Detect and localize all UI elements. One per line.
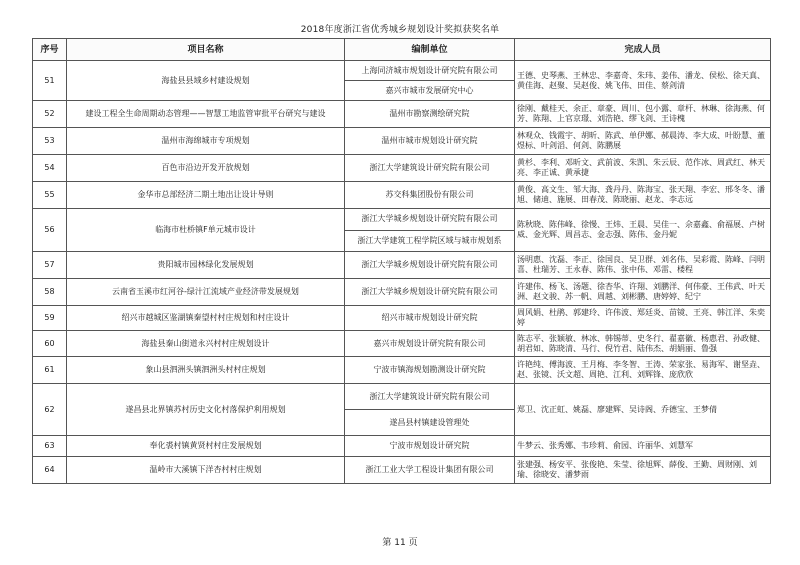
cell-unit: 温州市城市规划设计研究院 (345, 128, 515, 155)
cell-unit: 嘉兴市城市发展研究中心 (345, 81, 515, 101)
cell-no: 51 (33, 61, 67, 101)
table-row (33, 279, 771, 306)
cell-people: 牛梦云、张秀娜、韦珍莉、俞园、许丽华、刘慧军 (515, 436, 771, 457)
header-people: 完成人员 (515, 39, 771, 61)
table-row (33, 306, 771, 331)
cell-no: 63 (33, 436, 67, 457)
cell-no: 57 (33, 252, 67, 279)
cell-no: 55 (33, 182, 67, 209)
cell-unit: 宁波市镇海规划勘测设计研究院 (345, 357, 515, 384)
cell-project-name: 遂昌县北界镇苏村历史文化村落保护利用规划 (67, 384, 345, 436)
header-no: 序号 (33, 39, 67, 61)
cell-people: 林观众、钱霞宇、胡昕、陈武、单伊娜、郝晨涛、李大成、叶盼慧、董煜标、叶剑滔、何剑、陈鹏展 (515, 128, 771, 155)
table-row (33, 357, 771, 384)
table-row (33, 155, 771, 182)
table-row (33, 331, 771, 357)
cell-unit: 嘉兴市规划设计研究院有限公司 (345, 331, 515, 357)
table-row (33, 252, 771, 279)
cell-project-name: 象山县泗洲头镇泗洲头村村庄规划 (67, 357, 345, 384)
cell-project-name: 建设工程全生命周期动态管理——智慧工地监管审批平台研究与建设 (67, 101, 345, 128)
table-row (33, 101, 771, 128)
cell-unit: 浙江大学建筑工程学院区域与城市规划系 (345, 230, 515, 252)
table-header-row (33, 39, 771, 61)
cell-people: 陈志平、张颖敏、林冰、韩锡蒂、史冬行、翟嘉徽、杨惠君、孙政健、胡君如、陈晓清、马行、倪竹君、陆伟杰、胡娟丽、鲁强 (515, 331, 771, 357)
table-row (33, 436, 771, 457)
cell-people: 郑卫、沈正虹、姚磊、廖建辉、吴诗阁、乔德宝、王梦倩 (515, 384, 771, 436)
cell-project-name: 温州市海绵城市专项规划 (67, 128, 345, 155)
cell-no: 60 (33, 331, 67, 357)
cell-unit: 宁波市规划设计研究院 (345, 436, 515, 457)
cell-unit: 浙江大学城乡规划设计研究院有限公司 (345, 209, 515, 231)
cell-no: 54 (33, 155, 67, 182)
cell-unit: 浙江大学建筑设计研究院有限公司 (345, 384, 515, 410)
cell-project-name: 海盐县县域乡村建设规划 (67, 61, 345, 101)
header-unit: 编制单位 (345, 39, 515, 61)
table-row (33, 384, 771, 410)
table-row (33, 61, 771, 81)
cell-no: 59 (33, 306, 67, 331)
cell-unit: 浙江大学建筑设计研究院有限公司 (345, 155, 515, 182)
cell-people: 汤明惠、沈磊、李正、徐国良、吴卫群、刘名伟、吴彩霞、陈峰、闫明喜、杜瑞芳、王永春、陈伟、张中伟、邓雷、楼程 (515, 252, 771, 279)
cell-people: 张建强、杨安平、张俊艳、朱莹、徐旭辉、薛俊、王勤、周财刚、刘瑜、徐晓安、潘梦雨 (515, 457, 771, 484)
cell-people: 黄俊、高文生、邹大海、龚丹丹、陈海宝、张天翔、李宏、邢冬冬、潘旭、储迪、施展、田春茂、陈晓丽、赵龙、李志远 (515, 182, 771, 209)
cell-no: 53 (33, 128, 67, 155)
cell-no: 62 (33, 384, 67, 436)
cell-unit: 上海同济城市规划设计研究院有限公司 (345, 61, 515, 81)
cell-unit: 温州市勘察测绘研究院 (345, 101, 515, 128)
cell-project-name: 海盐县秦山街道永兴村村庄规划设计 (67, 331, 345, 357)
cell-no: 56 (33, 209, 67, 252)
page-number: 第 11 页 (382, 538, 418, 548)
cell-unit: 浙江大学城乡规划设计研究院有限公司 (345, 252, 515, 279)
cell-project-name: 金华市总部经济二期土地出让设计导则 (67, 182, 345, 209)
cell-unit: 浙江大学城乡规划设计研究院有限公司 (345, 279, 515, 306)
cell-people: 黄杉、李利、邓昕文、武前波、朱凯、朱云辰、范作冰、周武红、林天亮、李正诚、黄承捷 (515, 155, 771, 182)
cell-unit: 浙江工业大学工程设计集团有限公司 (345, 457, 515, 484)
cell-people: 许艳纯、傅海波、王月梅、李冬智、王涛、荣家张、易海军、谢坚垚、赵、张镜、沃文超、周艳、江利、刘辉锋、庞欣欣 (515, 357, 771, 384)
table-row (33, 457, 771, 484)
cell-project-name: 温岭市大溪镇下洋杏村村庄规划 (67, 457, 345, 484)
cell-no: 64 (33, 457, 67, 484)
cell-people: 许建伟、杨飞、汤题、徐杏华、许翔、刘鹏洋、何伟豪、王伟武、叶天洲、赵文骏、苏一帆、周越、刘彬鹏、唐婷婷、纪宁 (515, 279, 771, 306)
table-row (33, 182, 771, 209)
table-row (33, 128, 771, 155)
cell-project-name: 贵阳城市园林绿化发展规划 (67, 252, 345, 279)
cell-project-name: 绍兴市越城区鉴湖镇秦望村村庄规划和村庄设计 (67, 306, 345, 331)
cell-no: 61 (33, 357, 67, 384)
awards-table (32, 38, 771, 484)
cell-no: 52 (33, 101, 67, 128)
cell-people: 徐刚、戴桂天、余正、章豪、周川、包小露、章杆、林琳、徐海燕、何芳、陈翔、上官京璟、刘浩艳、缪飞剑、王诗槐 (515, 101, 771, 128)
cell-people: 陈秋晓、陈伟峰、徐慢、王炜、王晨、吴佳一、佘嘉鑫、俞福展、卢树威、金光辉、周昌志、金志强、陈伟、金丹妮 (515, 209, 771, 252)
cell-people: 周风娟、杜鹃、郭建玲、许伟波、郑廷炎、苗镜、王亮、韩江洋、朱奕婷 (515, 306, 771, 331)
table-body (33, 61, 771, 484)
cell-unit: 绍兴市城市规划设计研究院 (345, 306, 515, 331)
page-title: 2018年度浙江省优秀城乡规划设计奖拟获奖名单 (300, 25, 500, 35)
cell-no: 58 (33, 279, 67, 306)
cell-unit: 遂昌县村镇建设管理处 (345, 410, 515, 436)
cell-unit: 苏交科集团股份有限公司 (345, 182, 515, 209)
cell-project-name: 临海市杜桥镇F单元城市设计 (67, 209, 345, 252)
header-project-name: 项目名称 (67, 39, 345, 61)
cell-project-name: 奉化裘村镇黄贤村村庄发展规划 (67, 436, 345, 457)
cell-project-name: 云南省玉溪市红河谷-绿汁江流域产业经济带发展规划 (67, 279, 345, 306)
table-row (33, 209, 771, 231)
cell-people: 王德、史琴燕、王林忠、李嘉奇、朱玮、姜伟、潘龙、侯松、徐天真、黄佳海、赵聚、吴赵俊、姚飞伟、田佳、蔡剑清 (515, 61, 771, 101)
cell-project-name: 百色市沿边开发开放规划 (67, 155, 345, 182)
